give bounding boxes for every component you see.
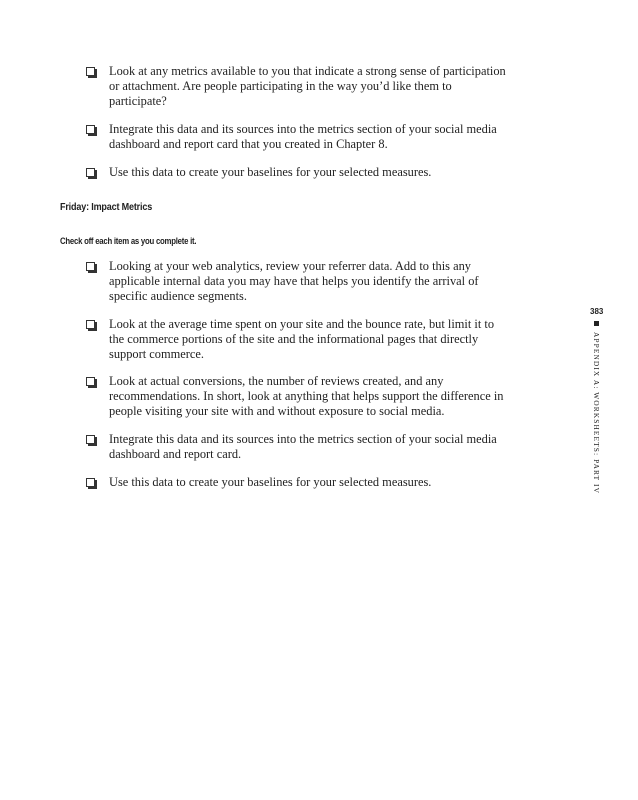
checkbox-icon[interactable] bbox=[86, 67, 95, 76]
checklist-item[interactable] bbox=[86, 475, 506, 490]
checkbox-icon[interactable] bbox=[86, 168, 95, 177]
checkbox-icon[interactable] bbox=[86, 125, 95, 134]
checklist-item-text: Look at any metrics available to you that indicate a strong sense of participation or attachment. Are people participating in the way you’d like them to participate? bbox=[109, 64, 506, 108]
checklist-item[interactable] bbox=[86, 259, 506, 304]
checkbox-icon[interactable] bbox=[86, 435, 95, 444]
checklist-item-text: Integrate this data and its sources into the metrics section of your social media dashboard and report card that you created in Chapter 8. bbox=[109, 122, 497, 151]
page-number: 383 bbox=[590, 307, 604, 316]
checklist-item-text: Integrate this data and its sources into the metrics section of your social media dashboard and report card. bbox=[109, 432, 497, 461]
running-head: APPENDIX A: WORKSHEETS: PART IV bbox=[592, 332, 601, 495]
checklist-item[interactable] bbox=[86, 64, 506, 109]
checklist-item-text: Looking at your web analytics, review your referrer data. Add to this any applicable internal data you may have that helps you identify the arrival of specific audience segments. bbox=[109, 259, 479, 303]
square-bullet-icon bbox=[594, 321, 599, 326]
checklist-item-text: Look at actual conversions, the number of reviews created, and any recommendations. In short, look at anything that helps support the difference in people visiting your site with and without exposure to social media. bbox=[109, 374, 504, 418]
checklist-item-text: Use this data to create your baselines for your selected measures. bbox=[109, 165, 432, 179]
checklist-item[interactable] bbox=[86, 165, 506, 180]
checkbox-icon[interactable] bbox=[86, 262, 95, 271]
checklist-item-text: Look at the average time spent on your site and the bounce rate, but limit it to the commerce portions of the site and the informational pages that directly support commerce. bbox=[109, 317, 495, 361]
checklist-item[interactable] bbox=[86, 432, 506, 462]
checklist-item[interactable] bbox=[86, 122, 506, 152]
instruction-text: Check off each item as you complete it. bbox=[60, 236, 197, 247]
checklist-item[interactable] bbox=[86, 374, 506, 419]
section-heading: Friday: Impact Metrics bbox=[60, 201, 153, 213]
checklist-item-text: Use this data to create your baselines for your selected measures. bbox=[109, 475, 432, 489]
checklist-item[interactable] bbox=[86, 317, 506, 362]
checkbox-icon[interactable] bbox=[86, 478, 95, 487]
checkbox-icon[interactable] bbox=[86, 377, 95, 386]
checkbox-icon[interactable] bbox=[86, 320, 95, 329]
